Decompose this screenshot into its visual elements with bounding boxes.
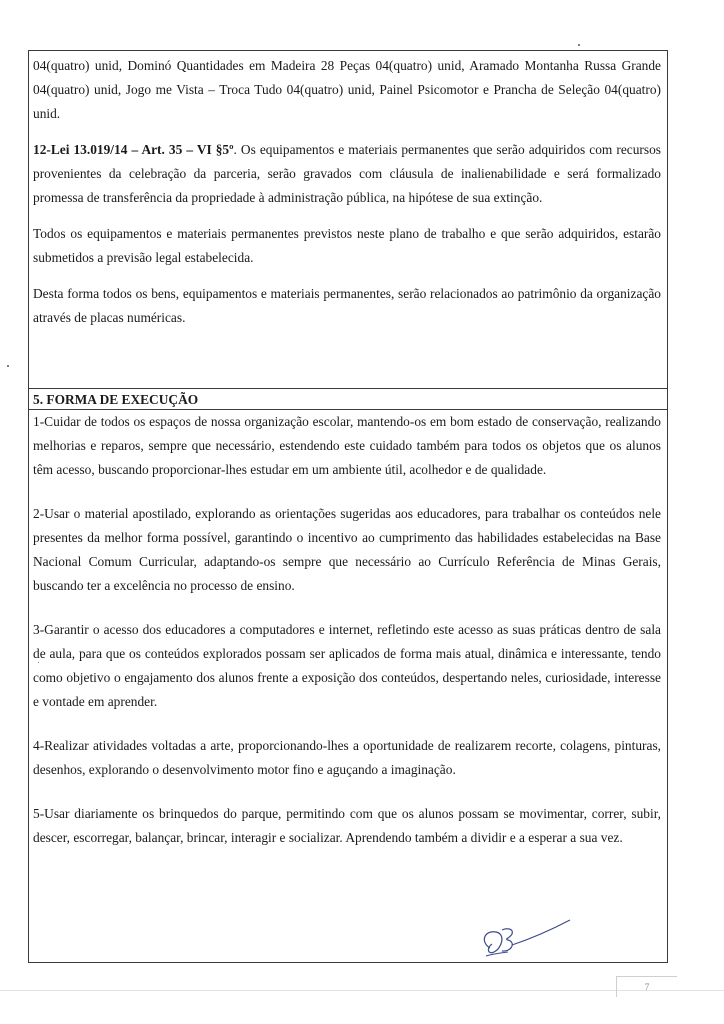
equipment-list-paragraph: 04(quatro) unid, Dominó Quantidades em Madeira 28 Peças 04(quatro) unid, Aramado Montanha Russa Grande 04(quatro) unid, Jogo me Vista – Troca Tudo 04(quatro) unid, Painel Psicomotor e Prancha de Seleção 04(quatro) unid. bbox=[33, 58, 661, 121]
equipment-section-box bbox=[28, 50, 668, 388]
law-reference-paragraph bbox=[29, 138, 667, 210]
execution-item-2: 2-Usar o material apostilado, explorando as orientações sugeridas aos educadores, para trabalhar os conteúdos nele presentes da melhor forma possível, garantindo o incentivo ao cumprimento das habilidades estabelecidas na Base Nacional Comum Curricular, adaptando-os sempre que necessário ao Currículo Referência de Minas Gerais, buscando ter a excelência no processo de ensino. bbox=[33, 506, 661, 593]
law-reference-heading: 12-Lei 13.019/14 – Art. 35 – VI §5º bbox=[33, 142, 234, 157]
section-title: 5. FORMA DE EXECUÇÃO bbox=[29, 389, 667, 410]
page-number: 7 bbox=[616, 976, 677, 997]
law-reference-text: . Os equipamentos e materiais permanentes que serão adquiridos com recursos provenientes da celebração da parceria, serão gravados com cláusula de inalienabilidade e será formalizado promessa de transferência da propriedade à administração pública, na hipótese de sua extinção. bbox=[33, 142, 661, 205]
scan-speck bbox=[578, 44, 580, 46]
asset-tagging-paragraph: Desta forma todos os bens, equipamentos e materiais permanentes, serão relacionados ao patrimônio da organização através de placas numéricas. bbox=[33, 286, 661, 325]
execution-item-5: 5-Usar diariamente os brinquedos do parque, permitindo com que os alunos possam se movimentar, correr, subir, descer, escorregar, balançar, brincar, interagir e socializar. Aprendendo também a dividir e a esperar a sua vez. bbox=[33, 806, 661, 845]
handwritten-signature bbox=[472, 912, 582, 962]
execution-item-3: 3-Garantir o acesso dos educadores a computadores e internet, refletindo este acesso as suas práticas dentro de sala de aula, para que os conteúdos explorados possam ser aplicados de forma mais atual, dinâmica e interessante, tendo como objetivo o engajamento dos alunos frente a exposição dos conteúdos, despertando neles, curiosidade, interesse e vontade em aprender. bbox=[33, 622, 661, 709]
execution-section-box bbox=[28, 388, 668, 963]
execution-item-4: 4-Realizar atividades voltadas a arte, proporcionando-lhes a oportunidade de realizarem recorte, colagens, pinturas, desenhos, explorando o desenvolvimento motor fino e aguçando a imaginação. bbox=[33, 738, 661, 777]
legal-provision-paragraph: Todos os equipamentos e materiais permanentes previstos neste plano de trabalho e que serão adquiridos, estarão submetidos a previsão legal estabelecida. bbox=[33, 226, 661, 265]
equipment-section-content bbox=[29, 51, 667, 330]
scan-speck bbox=[7, 365, 9, 367]
execution-item-1: 1-Cuidar de todos os espaços de nossa organização escolar, mantendo-os em bom estado de conservação, realizando melhorias e reparos, sempre que necessário, estendendo este cuidado também para todos os objetos que os alunos têm acesso, buscando proporcionar-lhes estudar em um ambiente útil, acolhedor e de qualidade. bbox=[33, 414, 661, 477]
